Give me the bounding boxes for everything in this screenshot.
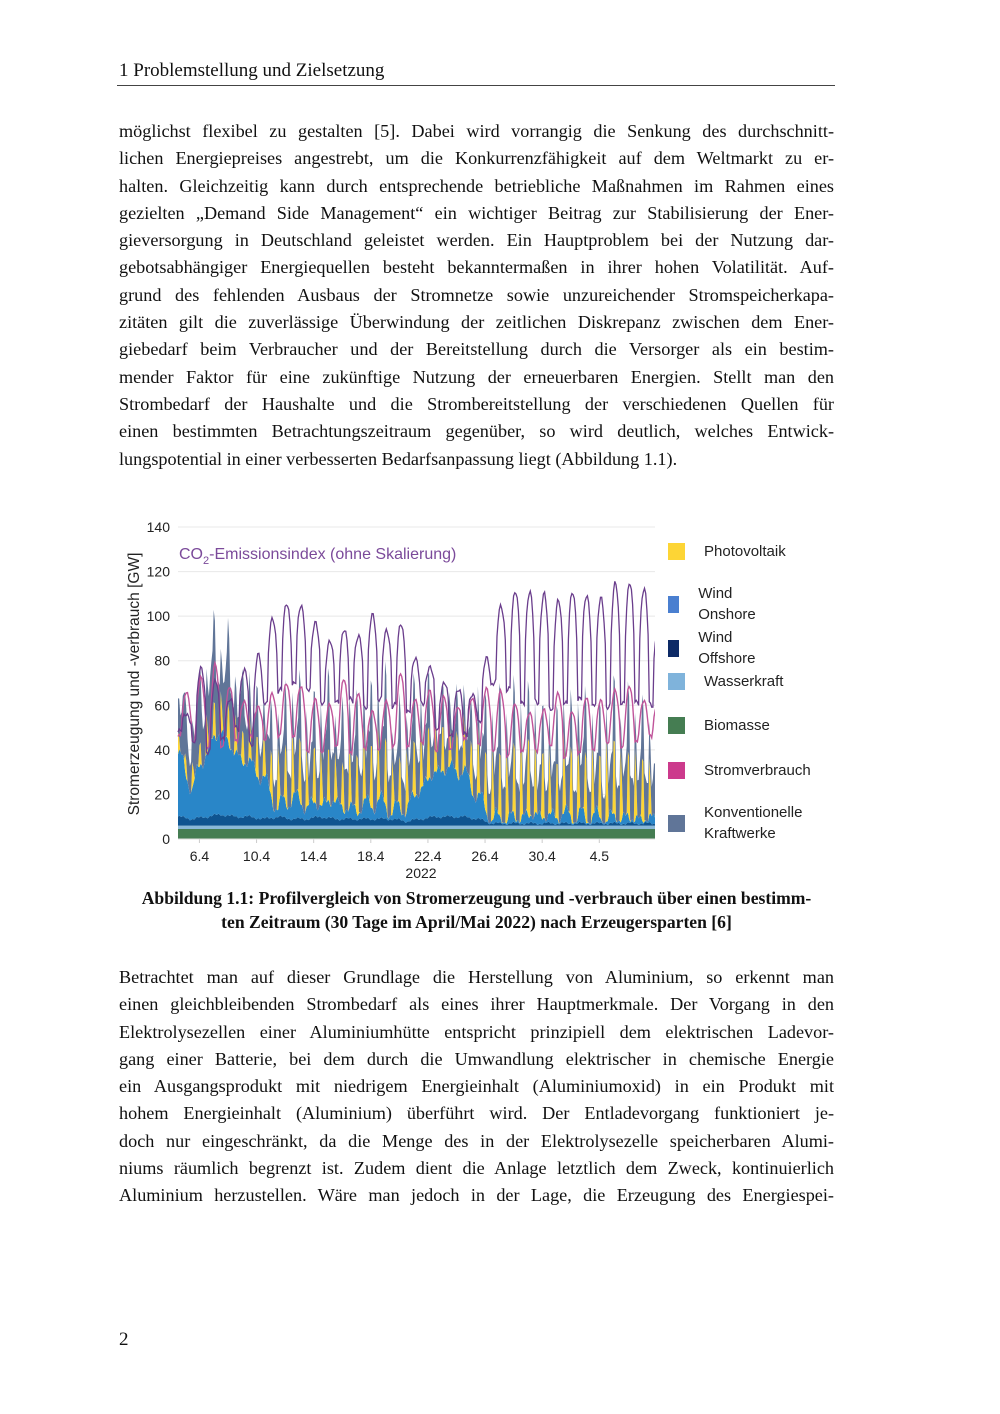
caption-line: Abbildung 1.1: Profilvergleich von Stromerzeugung und -verbrauch über einen bestimm-	[141, 888, 812, 908]
y-tick-label: 40	[154, 741, 170, 758]
text-line: mender Faktor für eine zukünftige Nutzung der erneuerbaren Energien. Stellt man den	[119, 366, 834, 387]
text-line: möglichst flexibel zu gestalten [5]. Dabei wird vorrangig die Senkung des durchschnitt-	[119, 121, 834, 141]
legend-item-wind-onshore	[668, 583, 762, 625]
legend-item-biomasse	[668, 715, 770, 736]
x-axis-ticks	[178, 839, 655, 864]
legend-swatch	[668, 762, 685, 779]
caption-line: ten Zeitraum (30 Tage im April/Mai 2022) nach Erzeugersparten [6]	[221, 912, 732, 932]
co2-annotation-sub: 2	[203, 555, 210, 567]
legend-swatch	[668, 640, 679, 657]
y-tick-label: 60	[154, 697, 170, 714]
co2-annotation	[179, 546, 456, 567]
chart-lines	[178, 581, 655, 758]
co2-annotation-main: CO	[179, 546, 203, 563]
text-line: Elektrolysezellen einer Aluminiumhütte entspricht prinzipiell dem elektrischen Ladevor-	[119, 1021, 834, 1042]
y-axis-ticks	[147, 519, 171, 847]
y-tick-label: 80	[154, 652, 170, 669]
header-rule	[117, 85, 835, 86]
running-header: 1 Problemstellung und Zielsetzung	[119, 60, 385, 81]
text-line: giebedarf beim Verbraucher und der Bereitstellung durch die Versorger als ein bestim-	[119, 339, 834, 360]
text-line: halten. Gleichzeitig kann durch entsprechende betriebliche Maßnahmen im Rahmen eines	[119, 175, 834, 196]
legend-label: Wasserkraft	[704, 673, 784, 690]
text-line: zitäten gilt die zuverlässige Überwindung der zeitlichen Diskrepanz zwischen dem Ener-	[119, 312, 834, 333]
x-axis-label: 2022	[405, 865, 437, 881]
text-line: Strombedarf der Haushalte und die Strombereitstellung der verschiedenen Quellen für	[119, 393, 834, 414]
y-tick-label: 120	[146, 563, 170, 580]
x-tick-label: 14.4	[300, 848, 328, 864]
legend-item-wind-offshore	[668, 627, 761, 669]
text-line: gieversorgung in Deutschland geleistet werden. Ein Hauptproblem bei der Nutzung dar-	[119, 230, 834, 251]
text-line: lichen Energiepreises angestrebt, um die Konkurrenzfähigkeit auf dem Weltmarkt zu er-	[119, 148, 834, 169]
legend-item-wasserkraft	[668, 671, 783, 692]
legend-swatch	[668, 543, 685, 560]
y-axis-label: Stromerzeugung und -verbrauch [GW]	[126, 552, 143, 816]
legend-swatch	[668, 596, 679, 613]
x-tick-label: 26.4	[471, 848, 499, 864]
figure-caption	[119, 886, 834, 934]
chart-svg	[115, 512, 655, 882]
x-tick-label: 6.4	[189, 848, 210, 864]
text-line: doch nur eingeschränkt, da die Menge des in der Elektrolysezelle speicherbaren Alumi-	[119, 1130, 834, 1151]
y-tick-label: 100	[146, 608, 170, 625]
x-tick-label: 4.5	[589, 848, 610, 864]
y-tick-label: 0	[162, 831, 170, 847]
legend-label: Biomasse	[704, 717, 770, 734]
text-line: gezielten „Demand Side Management“ ein wichtiger Beitrag zur Stabilisierung der Ener-	[119, 202, 834, 223]
page-number: 2	[119, 1329, 129, 1350]
y-tick-label: 20	[154, 786, 170, 803]
x-tick-label: 30.4	[528, 848, 556, 864]
paragraph-1	[119, 118, 834, 473]
legend-swatch	[668, 815, 685, 832]
area-wasserkraft	[178, 826, 655, 829]
text-line: lungspotential in einer verbesserten Bedarfsanpassung liegt (Abbildung 1.1).	[119, 448, 678, 469]
legend-item-konventionelle-kraftwerke	[668, 802, 824, 844]
text-line: hohem Energieinhalt (Aluminium) überführt wird. Der Entladevorgang funktioniert je-	[119, 1103, 834, 1124]
co2-annotation-rest: -Emissionsindex (ohne Skalierung)	[209, 546, 457, 563]
text-line: niums räumlich begrenzt ist. Zudem dient die Anlage letztlich dem Zweck, kontinuierlich	[119, 1158, 834, 1179]
legend-swatch	[668, 717, 685, 734]
text-line: einen gleichbleibenden Strombedarf als eines ihrer Hauptmerkmale. Der Vorgang in den	[119, 994, 834, 1015]
text-line: einen bestimmten Betrachtungszeitraum gegenüber, so wird deutlich, welches Entwick-	[119, 421, 834, 442]
text-line: gang einer Batterie, bei dem durch die Umwandlung elektrischer in chemische Energie	[119, 1048, 834, 1069]
legend-swatch	[668, 673, 685, 690]
area-biomasse	[178, 829, 655, 839]
legend-label: Konventionelle Kraftwerke	[704, 804, 803, 842]
text-line: gebotsabhängiger Energiequellen besteht bekanntermaßen in ihrer hohen Volatilität. Auf-	[119, 257, 834, 278]
legend-label: Wind Offshore	[698, 629, 756, 667]
paragraph-2	[119, 964, 834, 1210]
text-line: ein Ausgangsprodukt mit niedrigem Energieinhalt (Aluminiumoxid) in ein Produkt mit	[119, 1076, 834, 1097]
figure-chart	[115, 512, 845, 882]
text-line: Aluminium herzustellen. Wäre man jedoch in der Lage, die Erzeugung des Energiespei-	[119, 1185, 834, 1206]
legend-label: Wind Onshore	[698, 585, 756, 623]
x-tick-label: 18.4	[357, 848, 385, 864]
legend-item-stromverbrauch	[668, 760, 811, 781]
legend-item-photovoltaik	[668, 541, 786, 562]
text-line: grund des fehlenden Ausbaus der Stromnetze sowie unzureichender Stromspeicherkapa-	[119, 284, 834, 305]
y-tick-label: 140	[146, 519, 170, 535]
x-tick-label: 22.4	[414, 848, 442, 864]
legend-label: Stromverbrauch	[704, 762, 811, 779]
text-line: Betrachtet man auf dieser Grundlage die Herstellung von Aluminium, so erkennt man	[119, 967, 834, 987]
legend-label: Photovoltaik	[704, 543, 786, 560]
x-tick-label: 10.4	[242, 848, 271, 864]
line-co2-index	[178, 581, 655, 754]
